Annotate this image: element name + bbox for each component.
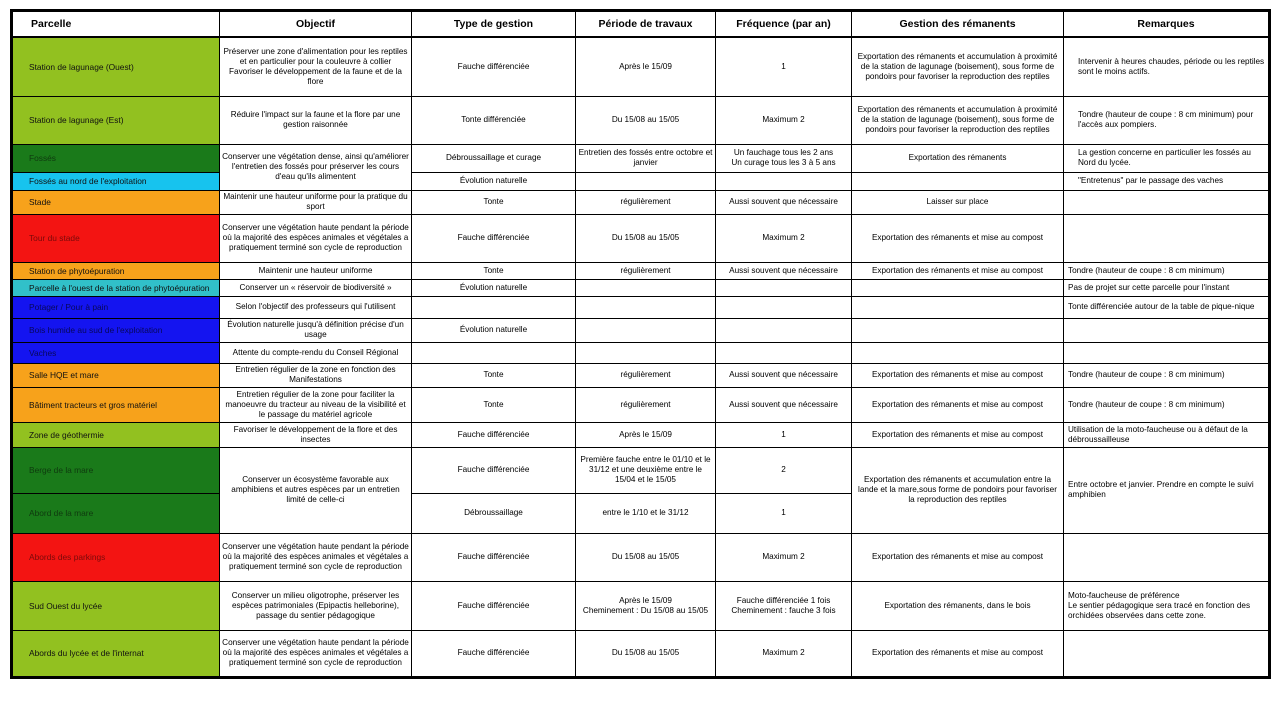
type-cell: Fauche différenciée — [412, 630, 576, 677]
table-row — [12, 172, 1270, 190]
table-row — [12, 96, 1270, 144]
type-cell: Évolution naturelle — [412, 279, 576, 296]
table-row — [12, 144, 1270, 172]
header-row — [12, 11, 1270, 38]
type-cell — [412, 342, 576, 363]
table-row — [12, 533, 1270, 581]
parcel-cell: Potager / Pour à pain — [12, 296, 220, 318]
header-parcelle: Parcelle — [12, 11, 220, 38]
frequence-cell — [716, 296, 852, 318]
gestion-cell: Exportation des rémanents et accumulation à proximité de la station de lagunage (boisement), sous forme de pondoirs pour favoriser la reproduction des reptiles — [852, 96, 1064, 144]
parcel-cell: Abord de la mare — [12, 493, 220, 533]
frequence-cell: Un fauchage tous les 2 ans Un curage tous les 3 à 5 ans — [716, 144, 852, 172]
table-row — [12, 279, 1270, 296]
periode-cell: Après le 15/09 Cheminement : Du 15/08 au 15/05 — [576, 581, 716, 630]
objectif-cell: Selon l'objectif des professeurs qui l'utilisent — [220, 296, 412, 318]
frequence-cell: Aussi souvent que nécessaire — [716, 262, 852, 279]
frequence-cell — [716, 172, 852, 190]
periode-cell: entre le 1/10 et le 31/12 — [576, 493, 716, 533]
table-row — [12, 447, 1270, 493]
header-objectif: Objectif — [220, 11, 412, 38]
type-cell: Fauche différenciée — [412, 533, 576, 581]
objectif-cell: Conserver une végétation haute pendant la période où la majorité des espèces animales et végétales a pratiquement terminé son cycle de reproduction — [220, 533, 412, 581]
gestion-cell: Laisser sur place — [852, 190, 1064, 214]
objectif-cell: Entretien régulier de la zone en fonction des Manifestations — [220, 363, 412, 387]
gestion-cell: Exportation des rémanents et mise au compost — [852, 262, 1064, 279]
type-cell: Tonte — [412, 387, 576, 422]
parcel-cell: Parcelle à l'ouest de la station de phytoépuration — [12, 279, 220, 296]
parcel-cell: Sud Ouest du lycée — [12, 581, 220, 630]
parcel-management-table — [10, 9, 1271, 679]
objectif-cell: Évolution naturelle jusqu'à définition précise d'un usage — [220, 318, 412, 342]
parcel-cell: Zone de géothermie — [12, 422, 220, 447]
remarques-cell: Tondre (hauteur de coupe : 8 cm minimum) — [1064, 363, 1270, 387]
parcel-cell: Berge de la mare — [12, 447, 220, 493]
parcel-cell: Station de phytoépuration — [12, 262, 220, 279]
gestion-cell: Exportation des rémanents et mise au compost — [852, 630, 1064, 677]
parcel-cell: Stade — [12, 190, 220, 214]
periode-cell — [576, 318, 716, 342]
table-row — [12, 296, 1270, 318]
gestion-cell: Exportation des rémanents et accumulation entre la lande et la mare,sous forme de pondoirs pour favoriser la reproduction des reptiles — [852, 447, 1064, 533]
type-cell: Fauche différenciée — [412, 581, 576, 630]
type-cell: Débroussaillage — [412, 493, 576, 533]
frequence-cell: Maximum 2 — [716, 214, 852, 262]
remarques-cell — [1064, 214, 1270, 262]
objectif-cell: Favoriser le développement de la flore et des insectes — [220, 422, 412, 447]
periode-cell: régulièrement — [576, 363, 716, 387]
periode-cell — [576, 279, 716, 296]
header-gestion-remanents: Gestion des rémanents — [852, 11, 1064, 38]
gestion-cell: Exportation des rémanents, dans le bois — [852, 581, 1064, 630]
periode-cell: Après le 15/09 — [576, 422, 716, 447]
parcel-cell: Tour du stade — [12, 214, 220, 262]
objectif-cell: Entretien régulier de la zone pour faciliter la manoeuvre du tracteur au niveau de la visibilité et le passage du matériel agricole — [220, 387, 412, 422]
remarques-cell: Tondre (hauteur de coupe : 8 cm minimum) pour l'accès aux pompiers. — [1064, 96, 1270, 144]
table-row — [12, 342, 1270, 363]
periode-cell — [576, 172, 716, 190]
type-cell: Fauche différenciée — [412, 447, 576, 493]
management-table-container — [10, 9, 1271, 679]
remarques-cell — [1064, 630, 1270, 677]
gestion-cell: Exportation des rémanents et mise au compost — [852, 214, 1064, 262]
remarques-cell — [1064, 533, 1270, 581]
frequence-cell: 1 — [716, 493, 852, 533]
table-row — [12, 630, 1270, 677]
header-frequence: Fréquence (par an) — [716, 11, 852, 38]
periode-cell: Du 15/08 au 15/05 — [576, 630, 716, 677]
periode-cell: Entretien des fossés entre octobre et janvier — [576, 144, 716, 172]
table-row — [12, 387, 1270, 422]
frequence-cell: Aussi souvent que nécessaire — [716, 190, 852, 214]
parcel-cell: Station de lagunage (Ouest) — [12, 37, 220, 96]
frequence-cell — [716, 342, 852, 363]
header-remarques: Remarques — [1064, 11, 1270, 38]
objectif-cell: Préserver une zone d'alimentation pour les reptiles et en particulier pour la couleuvre à collier Favoriser le développement de la faune et de la flore — [220, 37, 412, 96]
objectif-cell: Conserver une végétation haute pendant la période où la majorité des espèces animales et végétales a pratiquement terminé son cycle de reproduction — [220, 630, 412, 677]
frequence-cell: Aussi souvent que nécessaire — [716, 387, 852, 422]
remarques-cell — [1064, 190, 1270, 214]
periode-cell: Première fauche entre le 01/10 et le 31/12 et une deuxième entre le 15/04 et le 15/05 — [576, 447, 716, 493]
gestion-cell — [852, 296, 1064, 318]
table-row — [12, 214, 1270, 262]
gestion-cell: Exportation des rémanents et mise au compost — [852, 533, 1064, 581]
parcel-cell: Abords des parkings — [12, 533, 220, 581]
objectif-cell: Réduire l'impact sur la faune et la flore par une gestion raisonnée — [220, 96, 412, 144]
periode-cell: régulièrement — [576, 262, 716, 279]
table-row — [12, 262, 1270, 279]
frequence-cell — [716, 279, 852, 296]
gestion-cell: Exportation des rémanents et mise au compost — [852, 387, 1064, 422]
objectif-cell: Attente du compte-rendu du Conseil Régional — [220, 342, 412, 363]
objectif-cell: Conserver un « réservoir de biodiversité » — [220, 279, 412, 296]
remarques-cell: La gestion concerne en particulier les fossés au Nord du lycée. — [1064, 144, 1270, 172]
type-cell: Évolution naturelle — [412, 172, 576, 190]
periode-cell: Du 15/08 au 15/05 — [576, 533, 716, 581]
objectif-cell: Conserver une végétation haute pendant la période où la majorité des espèces animales et végétales a pratiquement terminé son cycle de reproduction — [220, 214, 412, 262]
periode-cell: régulièrement — [576, 387, 716, 422]
table-row — [12, 318, 1270, 342]
gestion-cell: Exportation des rémanents et mise au compost — [852, 422, 1064, 447]
type-cell — [412, 296, 576, 318]
remarques-cell: Tondre (hauteur de coupe : 8 cm minimum) — [1064, 387, 1270, 422]
gestion-cell — [852, 172, 1064, 190]
frequence-cell: Aussi souvent que nécessaire — [716, 363, 852, 387]
periode-cell: Après le 15/09 — [576, 37, 716, 96]
frequence-cell: Fauche différenciée 1 fois Cheminement : fauche 3 fois — [716, 581, 852, 630]
periode-cell: Du 15/08 au 15/05 — [576, 96, 716, 144]
periode-cell — [576, 296, 716, 318]
table-row — [12, 363, 1270, 387]
parcel-cell: Abords du lycée et de l'internat — [12, 630, 220, 677]
remarques-cell: Tonte différenciée autour de la table de pique-nique — [1064, 296, 1270, 318]
remarques-cell: Pas de projet sur cette parcelle pour l'instant — [1064, 279, 1270, 296]
objectif-cell: Conserver une végétation dense, ainsi qu'améliorer l'entretien des fossés pour préserver les cours d'eau qu'ils alimentent — [220, 144, 412, 190]
table-row — [12, 422, 1270, 447]
parcel-cell: Fossés au nord de l'exploitation — [12, 172, 220, 190]
gestion-cell: Exportation des rémanents et accumulation à proximité de la station de lagunage (boisement), sous forme de pondoirs pour favoriser la reproduction des reptiles — [852, 37, 1064, 96]
periode-cell: Du 15/08 au 15/05 — [576, 214, 716, 262]
objectif-cell: Maintenir une hauteur uniforme — [220, 262, 412, 279]
gestion-cell: Exportation des rémanents — [852, 144, 1064, 172]
type-cell: Fauche différenciée — [412, 37, 576, 96]
parcel-cell: Salle HQE et mare — [12, 363, 220, 387]
parcel-cell: Vaches — [12, 342, 220, 363]
frequence-cell: 1 — [716, 37, 852, 96]
remarques-cell: Intervenir à heures chaudes, période ou les reptiles sont le moins actifs. — [1064, 37, 1270, 96]
type-cell: Fauche différenciée — [412, 214, 576, 262]
type-cell: Tonte différenciée — [412, 96, 576, 144]
header-type-gestion: Type de gestion — [412, 11, 576, 38]
objectif-cell: Conserver un milieu oligotrophe, préserver les espèces patrimoniales (Epipactis helleborine), passage du sentier pédagogique — [220, 581, 412, 630]
frequence-cell: 2 — [716, 447, 852, 493]
frequence-cell — [716, 318, 852, 342]
frequence-cell: Maximum 2 — [716, 96, 852, 144]
table-row — [12, 190, 1270, 214]
parcel-cell: Fossés — [12, 144, 220, 172]
remarques-cell — [1064, 318, 1270, 342]
remarques-cell: Moto-faucheuse de préférence Le sentier pédagogique sera tracé en fonction des orchidées observées dans cette zone. — [1064, 581, 1270, 630]
periode-cell: régulièrement — [576, 190, 716, 214]
table-row — [12, 37, 1270, 96]
parcel-cell: Bâtiment tracteurs et gros matériel — [12, 387, 220, 422]
remarques-cell: Utilisation de la moto-faucheuse ou à défaut de la débroussailleuse — [1064, 422, 1270, 447]
type-cell: Débroussaillage et curage — [412, 144, 576, 172]
objectif-cell: Conserver un écosystème favorable aux amphibiens et autres espèces par un entretien limité de celle-ci — [220, 447, 412, 533]
remarques-cell: "Entretenus" par le passage des vaches — [1064, 172, 1270, 190]
table-row — [12, 581, 1270, 630]
periode-cell — [576, 342, 716, 363]
gestion-cell — [852, 279, 1064, 296]
frequence-cell: Maximum 2 — [716, 533, 852, 581]
remarques-cell: Entre octobre et janvier. Prendre en compte le suivi amphibien — [1064, 447, 1270, 533]
parcel-cell: Station de lagunage (Est) — [12, 96, 220, 144]
type-cell: Tonte — [412, 190, 576, 214]
type-cell: Fauche différenciée — [412, 422, 576, 447]
remarques-cell — [1064, 342, 1270, 363]
remarques-cell: Tondre (hauteur de coupe : 8 cm minimum) — [1064, 262, 1270, 279]
gestion-cell — [852, 318, 1064, 342]
gestion-cell — [852, 342, 1064, 363]
gestion-cell: Exportation des rémanents et mise au compost — [852, 363, 1064, 387]
header-periode: Période de travaux — [576, 11, 716, 38]
type-cell: Tonte — [412, 262, 576, 279]
type-cell: Tonte — [412, 363, 576, 387]
objectif-cell: Maintenir une hauteur uniforme pour la pratique du sport — [220, 190, 412, 214]
parcel-cell: Bois humide au sud de l'exploitation — [12, 318, 220, 342]
type-cell: Évolution naturelle — [412, 318, 576, 342]
frequence-cell: 1 — [716, 422, 852, 447]
frequence-cell: Maximum 2 — [716, 630, 852, 677]
